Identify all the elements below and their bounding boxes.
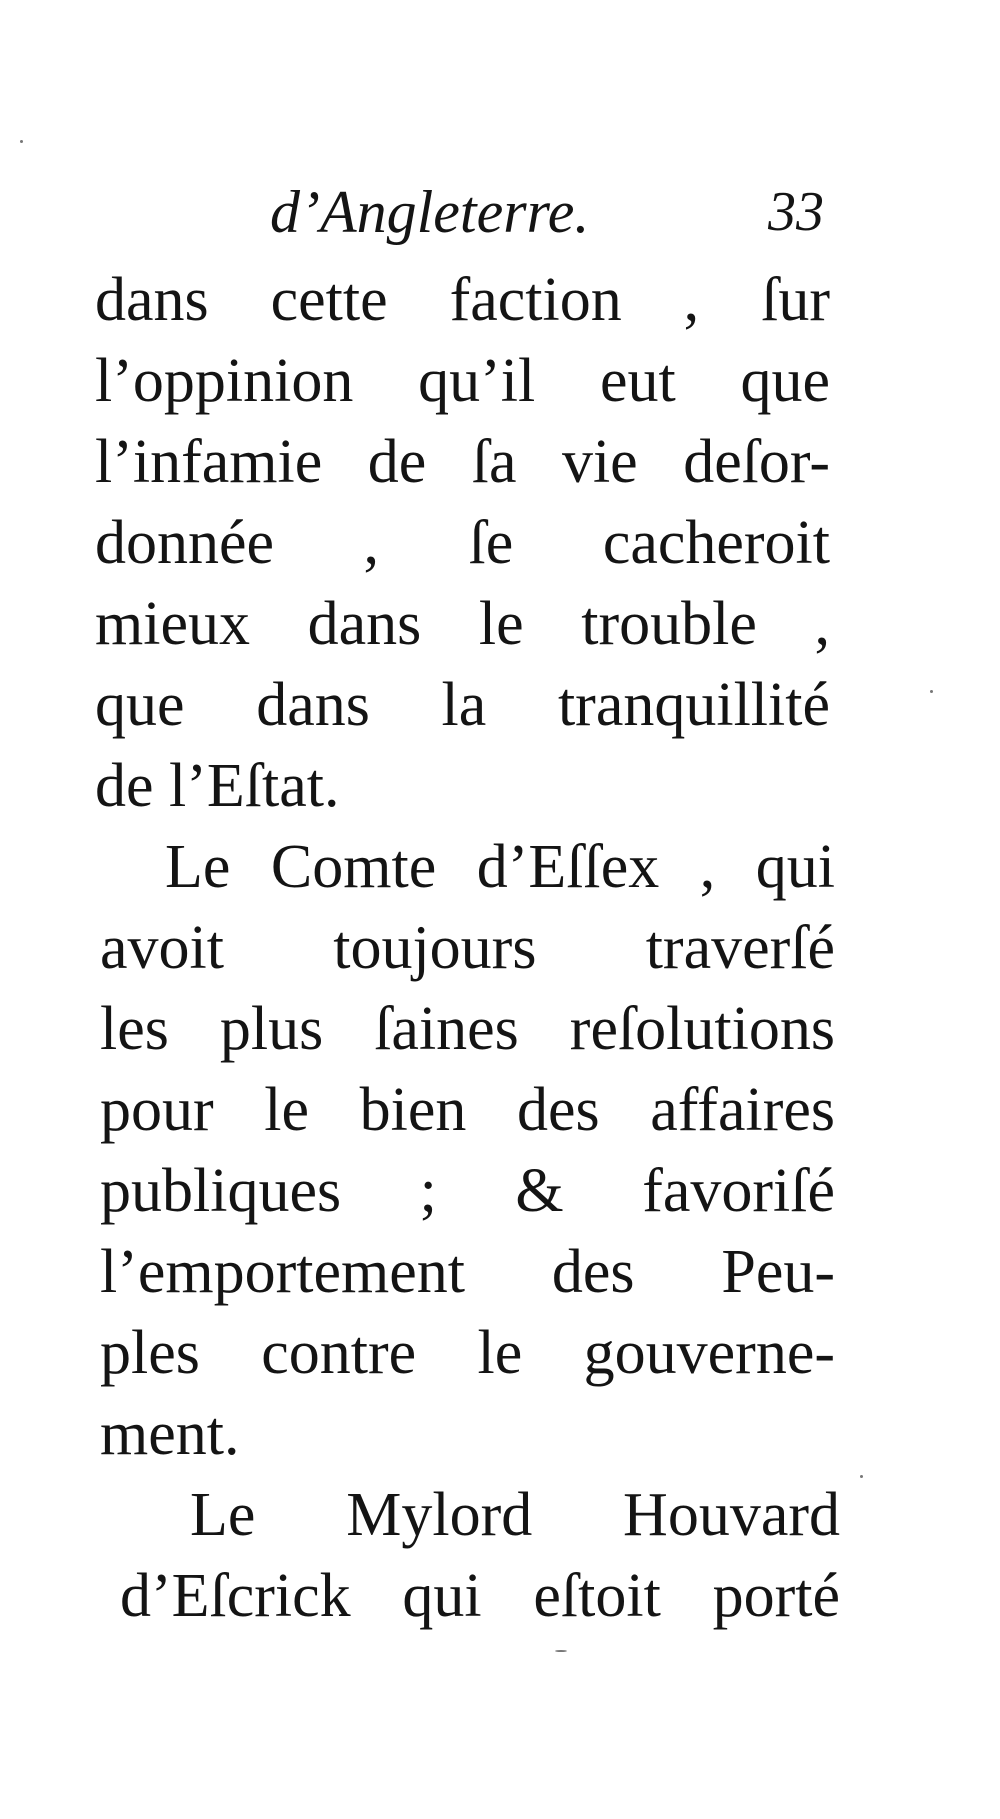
text-line: mieux dans le trouble , [95,590,830,658]
text-line: dans cette faction , ſur [95,266,830,334]
print-speck [860,1475,863,1478]
running-head [0,172,1000,252]
print-speck [20,140,23,143]
paragraph-start-line: Le Comte d’Eſſex , qui [165,833,835,901]
print-speck [930,690,933,693]
print-speck [555,1650,567,1652]
text-line: de l’Eſtat. [95,752,340,820]
text-line: que dans la tranquillité [95,671,830,739]
text-line: pour le bien des affaires [100,1076,835,1144]
running-title: d’Angleterre. [270,179,590,245]
text-line: d’Eſcrick qui eſtoit porté [120,1562,840,1630]
text-line: l’oppinion qu’il eut que [95,347,830,415]
text-line: publiques ; & favoriſé [100,1157,835,1225]
paragraph-start-line: Le Mylord Houvard [190,1481,840,1549]
text-line: l’infamie de ſa vie deſor- [95,428,830,496]
text-line: ment. [100,1400,240,1468]
text-line: avoit toujours traverſé [100,914,835,982]
text-line: l’emportement des Peu- [100,1238,835,1306]
text-line: ples contre le gouverne- [100,1319,835,1387]
page-number: 33 [768,181,824,243]
text-line: les plus ſaines reſolutions [100,995,835,1063]
text-line: donnée , ſe cacheroit [95,509,830,577]
